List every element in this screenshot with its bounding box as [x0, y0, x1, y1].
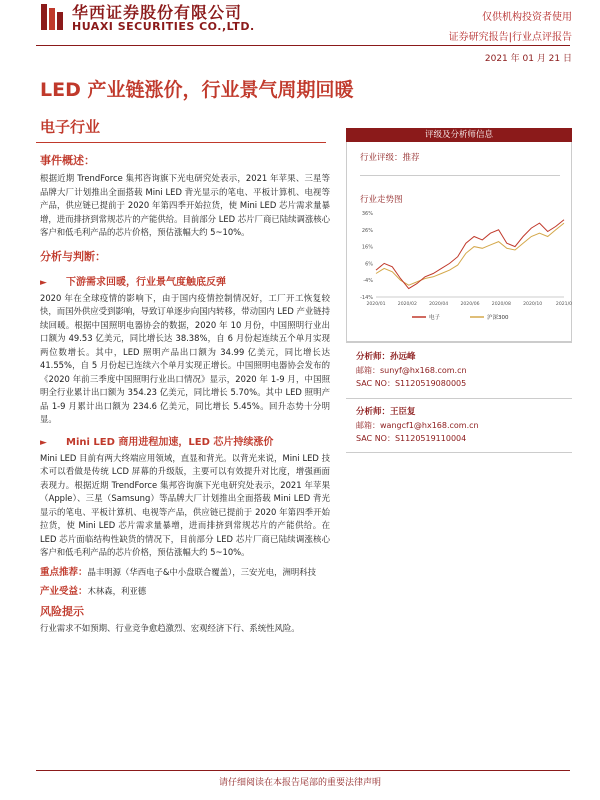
- beneficiary-block: [40, 585, 330, 599]
- bullet-1-text: 2020 年在全球疫情的影响下，由于国内疫情控制情况好，工厂开工恢复较快，而国外供应受到影响，导致订单逐步向国内转移，带动国内 LED 产业链持续回暖。根据中国照明电器协会的数据，2020 年 10 月份，中国照明行业出口额为 49.53 亿美元，同比增长达 38.38%，自 6 月份起连续五个单月实现两位数增长。其中，LED 照明产品出口额为 34.99 亿美元，同比增长达 41.55%，自 5 月份起已连续六个单月实现正增长。中国照明电器协会发布的《2020 年前三季度中国照明行业出口情况》显示，2020 年 1-9 月，中国照明全行业累计出口额为 354.23 亿美元，同比增长 5.70%。其中 LED 照明产品 1-9 月累计出口额为 234.6 亿美元，同比增长 5.45%。回升态势十分明显。: [40, 292, 330, 424]
- recommend-label: 重点推荐：: [40, 566, 88, 578]
- trend-chart: [350, 205, 572, 327]
- trend-label: 行业走势图: [360, 195, 403, 205]
- footer-divider: [36, 770, 570, 771]
- x-tick-label: 2020/10: [523, 302, 543, 307]
- risk-heading: 风险提示: [40, 604, 84, 618]
- triangle-bullet-icon: ►: [40, 277, 47, 288]
- analyst-2-name: 分析师：王臣复: [356, 407, 416, 417]
- analyst-1: [356, 350, 467, 389]
- analyst-divider: [346, 342, 572, 343]
- industry-underline: [36, 142, 326, 143]
- x-tick-label: 2020/01: [366, 302, 386, 307]
- bullet-1: [40, 270, 330, 289]
- y-tick-label: 6%: [365, 261, 373, 268]
- y-tick-label: -4%: [363, 278, 373, 285]
- audience-note: 仅供机构投资者使用: [482, 12, 572, 23]
- rating-panel-title: 评级及分析师信息: [346, 128, 572, 142]
- x-tick-label: 2020/04: [429, 302, 449, 307]
- analyst-1-sac: SAC NO：S1120519080005: [356, 379, 467, 388]
- company-name-en: HUAXI SECURITIES CO.,LTD.: [72, 20, 255, 33]
- company-name-cn: 华西证券股份有限公司: [72, 3, 243, 22]
- event-text: 根据近期 TrendForce 集邦咨询旗下光电研究处表示，2021 年苹果、三星等品牌大厂计划推出全面搭载 Mini LED 背光显示的笔电、平板计算机、电视等产品，供应链已提前于 2020 年第四季开始拉货，使 Mini LED 芯片需求量暴增，进而排挤到常规芯片的产能供给。目前部分 LED 芯片厂商已陆续调涨核心客户和低毛利产品的芯片价格，预估涨幅大约 5~10%。: [40, 173, 330, 237]
- legal-notice[interactable]: 请仔细阅读在本报告尾部的重要法律声明: [218, 778, 381, 788]
- recommend-text: 晶丰明源（华西电子&中小盘联合覆盖），三安光电，洲明科技: [87, 566, 316, 577]
- report-date: 2021 年 01 月 21 日: [484, 54, 572, 64]
- analyst-2-sac: SAC NO：S1120519110004: [356, 434, 467, 443]
- beneficiary-label: 产业受益：: [40, 586, 88, 597]
- bullet-2-text: Mini LED 目前有两大终端应用领域，直显和背光。以背光来说，Mini LED 技术可以看做是传统 LCD 屏幕的升级版，主要可以有效提升对比度，增强画面表现力。根据近期 TrendForce 集邦咨询旗下光电研究处表示，2021 年苹果（Apple）、三星（Samsung）等品牌大厂计划推出全面搭载 Mini LED 背光显示的笔电、平板计算机、电视等产品，供应链已提前于 2020 年第四季开始拉货，使 Mini LED 芯片需求量暴增，进而排挤到常规芯片的产能供给。在 LED 芯片面临结构性缺货的情况下，目前部分 LED 芯片厂商已陆续调涨核心客户和低毛利产品的芯片价格，预估涨幅大约 5~10%。: [40, 452, 330, 557]
- main-column: [40, 152, 330, 635]
- analyst-1-email[interactable]: 邮箱：sunyf@hx168.com.cn: [356, 366, 467, 375]
- legend-label: 电子: [429, 315, 441, 321]
- series-line: [376, 223, 564, 285]
- y-tick-label: -14%: [360, 295, 373, 301]
- y-tick-label: 36%: [361, 211, 373, 217]
- x-tick-label: 2020/06: [460, 302, 480, 307]
- analyst-1-name: 分析师：孙远峰: [356, 352, 416, 362]
- analysis-heading: 分析与判断：: [40, 249, 106, 263]
- series-line: [376, 220, 564, 289]
- event-heading: 事件概述：: [40, 154, 95, 167]
- industry-label: 电子行业: [40, 118, 101, 136]
- analyst-2-email[interactable]: 邮箱：wangcf1@hx168.com.cn: [356, 421, 479, 430]
- industry-rating: 行业评级：推荐: [360, 153, 420, 163]
- x-tick-label: 2021/0: [555, 302, 572, 307]
- x-tick-label: 2020/02: [397, 302, 417, 307]
- risk-text: 行业需求不如预期、行业竞争愈趋激烈、宏观经济下行、系统性风险。: [40, 622, 300, 633]
- y-tick-label: 16%: [361, 244, 373, 251]
- analyst-2: [356, 405, 479, 444]
- analyst-divider: [346, 452, 572, 453]
- huaxi-logo-icon: [38, 2, 66, 32]
- x-tick-label: 2020/08: [491, 302, 511, 307]
- bullet-2: [40, 430, 330, 449]
- bullet-1-head: 下游需求回暖，行业景气度触底反弹: [66, 276, 227, 288]
- report-type: 证券研究报告|行业点评报告: [448, 32, 572, 43]
- analyst-divider: [346, 398, 572, 399]
- beneficiary-text: 木林森，利亚德: [87, 586, 147, 596]
- y-tick-label: 26%: [361, 227, 373, 234]
- rating-divider: [360, 175, 560, 176]
- report-title: LED 产业链涨价，行业景气周期回暖: [40, 79, 354, 101]
- bullet-2-head: Mini LED 商用进程加速，LED 芯片持续涨价: [66, 436, 274, 448]
- legend-label: 沪深300: [487, 315, 509, 321]
- header-divider: [36, 45, 570, 46]
- triangle-bullet-icon: ►: [40, 437, 47, 448]
- recommend-block: [40, 566, 330, 580]
